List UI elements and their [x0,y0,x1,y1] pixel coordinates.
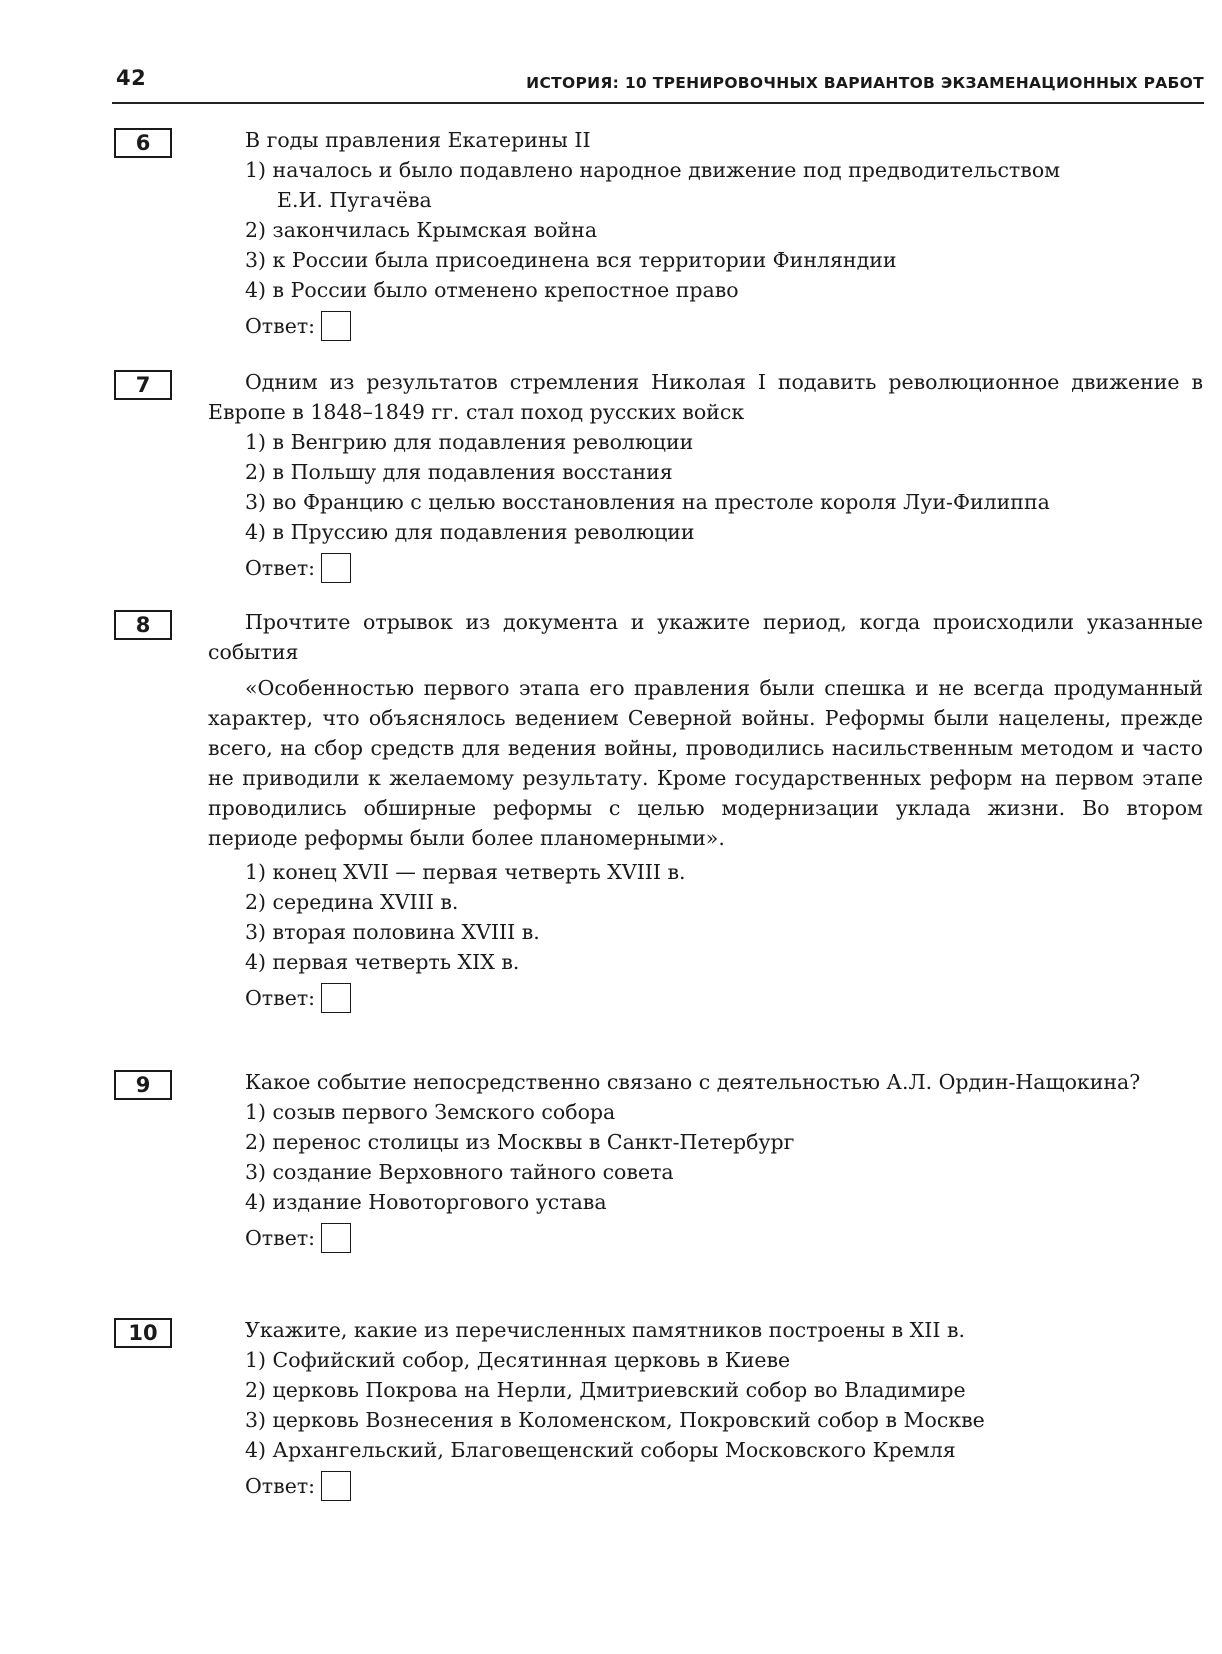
option-1: 1) созыв первого Земского собора [245,1100,616,1124]
answer-label: Ответ: [245,556,316,580]
option-list [208,427,1203,547]
task-content [208,1315,1203,1503]
option-4: 4) в России было отменено крепостное право [245,278,739,302]
question-text: Укажите, какие из перечисленных памятников построены в XII в. [245,1318,966,1342]
task-number-box: 9 [114,1070,172,1100]
answer-box[interactable] [321,311,351,341]
answer-label: Ответ: [245,1474,316,1498]
answer-row [245,1469,1203,1503]
task-number-box: 6 [114,128,172,158]
option-1: 1) Софийский собор, Десятинная церковь в Киеве [245,1348,791,1372]
task-number-box: 10 [114,1318,172,1348]
answer-label: Ответ: [245,986,316,1010]
option-2: 2) перенос столицы из Москвы в Санкт-Петербург [245,1130,795,1154]
option-list [208,1345,1203,1465]
question-text: Какое событие непосредственно связано с деятельностью А.Л. Ордин-Нащокина? [245,1070,1141,1094]
page-header [112,62,1204,104]
task-number-box: 8 [114,610,172,640]
task-content [208,125,1203,343]
option-4: 4) Архангельский, Благовещенский соборы Московского Кремля [245,1438,956,1462]
answer-box[interactable] [321,1223,351,1253]
option-list [208,155,1203,305]
option-list [208,857,1203,977]
running-title: ИСТОРИЯ: 10 ТРЕНИРОВОЧНЫХ ВАРИАНТОВ ЭКЗАМЕНАЦИОННЫХ РАБОТ [526,74,1204,92]
option-2: 2) закончилась Крымская война [245,218,598,242]
option-4: 4) в Пруссию для подавления революции [245,520,695,544]
option-3: 3) вторая половина XVIII в. [245,920,540,944]
question-text: Прочтите отрывок из документа и укажите период, когда происходили указанные события [208,610,1203,664]
option-2: 2) середина XVIII в. [245,890,459,914]
option-2: 2) в Польшу для подавления восстания [245,460,673,484]
option-2: 2) церковь Покрова на Нерли, Дмитриевский собор во Владимире [245,1378,966,1402]
option-4: 4) первая четверть XIX в. [245,950,520,974]
answer-label: Ответ: [245,314,316,338]
option-3: 3) к России была присоединена вся территории Финляндии [245,248,897,272]
option-1: 1) началось и было подавлено народное движение под предводительством Е.И. Пугачёва [245,158,1061,212]
answer-box[interactable] [321,553,351,583]
option-list [208,1097,1203,1217]
task-content [208,607,1203,1015]
task-content [208,1067,1203,1255]
option-3: 3) во Францию с целью восстановления на престоле короля Луи-Филиппа [245,490,1050,514]
task-number-box: 7 [114,370,172,400]
question-text: Одним из результатов стремления Николая I подавить революционное движение в Европе в 1848–1849 гг. стал поход русских войск [208,370,1203,424]
answer-row [245,551,1203,585]
task-content [208,367,1203,585]
document-excerpt: «Особенностью первого этапа его правления были спешка и не всегда продуманный характер, что объяснялось ведением Северной войны. Реформы были нацелены, прежде всего, на сбор средств для ведения войны, проводились насильственным методом и часто не приводили к желаемому результату. Кроме государственных реформ на первом этапе проводились обширные реформы с целью модернизации уклада жизни. Во втором периоде реформы были более планомерными». [208,676,1203,850]
option-3: 3) церковь Вознесения в Коломенском, Покровский собор в Москве [245,1408,985,1432]
answer-row [245,1221,1203,1255]
option-3: 3) создание Верховного тайного совета [245,1160,674,1184]
page-number: 42 [116,66,147,90]
option-1: 1) конец XVII — первая четверть XVIII в. [245,860,686,884]
answer-label: Ответ: [245,1226,316,1250]
answer-row [245,981,1203,1015]
answer-row [245,309,1203,343]
answer-box[interactable] [321,1471,351,1501]
answer-box[interactable] [321,983,351,1013]
option-4: 4) издание Новоторгового устава [245,1190,607,1214]
option-1: 1) в Венгрию для подавления революции [245,430,694,454]
question-text: В годы правления Екатерины II [245,128,591,152]
